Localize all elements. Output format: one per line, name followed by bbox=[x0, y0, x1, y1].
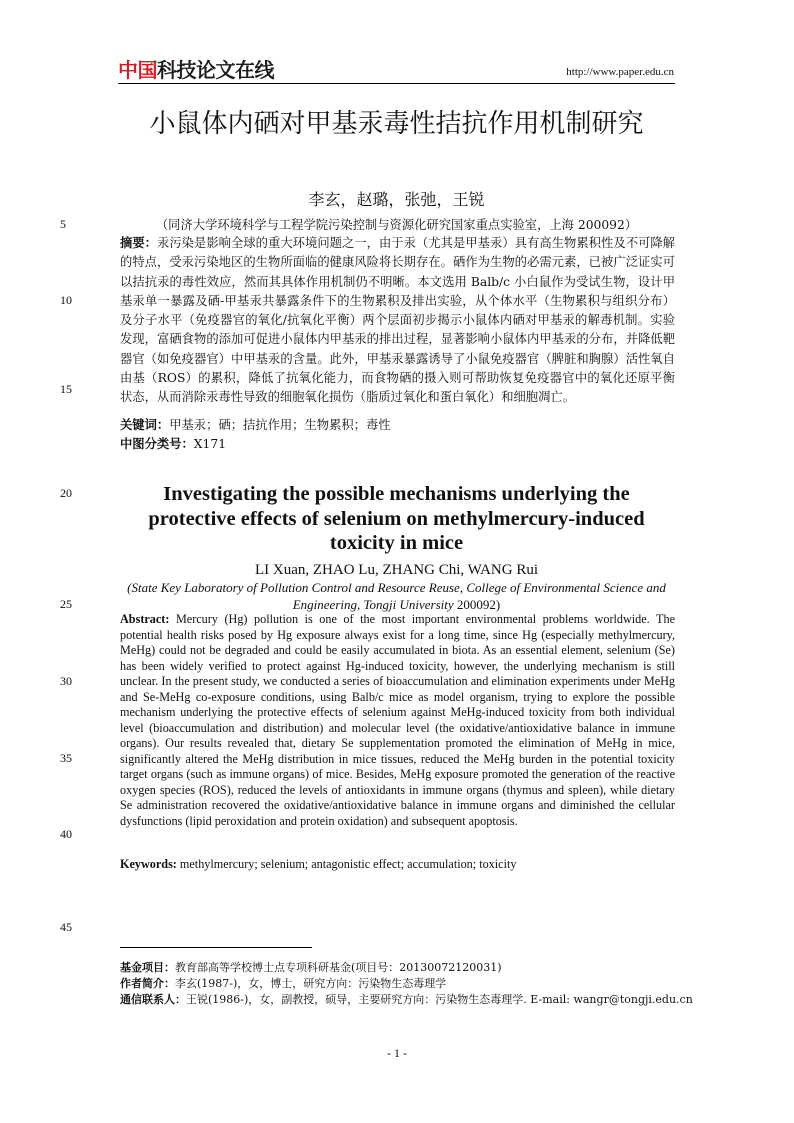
header-rule bbox=[118, 83, 675, 84]
line-number: 25 bbox=[60, 597, 72, 611]
line-number: 35 bbox=[60, 751, 72, 765]
footnote-funding-label: 基金项目： bbox=[120, 961, 175, 974]
line-number: 5 bbox=[60, 217, 66, 231]
line-number: 10 bbox=[60, 293, 72, 307]
english-keywords bbox=[120, 857, 675, 873]
chinese-authors: 李玄，赵璐，张弛，王锐 bbox=[308, 190, 485, 209]
chinese-abstract-label: 摘要： bbox=[120, 236, 158, 250]
chinese-title: 小鼠体内硒对甲基汞毒性拮抗作用机制研究 bbox=[149, 109, 644, 139]
chinese-affiliation: （同济大学环境科学与工程学院污染控制与资源化研究国家重点实验室，上海 200092） bbox=[155, 218, 638, 232]
english-affiliation-institution: (State Key Laboratory of Pollution Control and Resource Reuse, College of Environmental Science and Engineering, Tongji University bbox=[127, 580, 666, 612]
site-logo bbox=[118, 58, 274, 82]
footnote-author-text: 李玄(1987-)，女，博士，研究方向：污染物生态毒理学 bbox=[175, 977, 447, 990]
logo-black-text: 科技论文在线 bbox=[157, 58, 274, 82]
line-number: 40 bbox=[60, 827, 72, 841]
english-keywords-label: Keywords: bbox=[120, 857, 177, 871]
chinese-abstract bbox=[120, 234, 675, 408]
english-affiliation-postcode: 200092) bbox=[453, 597, 501, 612]
chinese-classification-label: 中图分类号： bbox=[120, 437, 194, 451]
english-abstract bbox=[120, 612, 675, 829]
chinese-keywords-text: 甲基汞；硒；拮抗作用；生物累积；毒性 bbox=[169, 418, 391, 432]
english-abstract-text: Mercury (Hg) pollution is one of the most important environmental problems worldwide. The potential health risks posed by Hg exposure always exist for a long time, since Hg (especially methylmercury, MeHg) could not be degraded and could be easily accumulated in biota. As an essential element, selenium (Se) has been widely verified to protect against Hg-induced toxicity, however, the underlying mechanism is still unclear. In the present study, we conducted a series of bioaccumulation and elimination experiments under MeHg and Se-MeHg co-exposure conditions, using Balb/c mice as model organism, trying to explore the possible mechanism underlying the protective effects of selenium against MeHg-induced toxicity from both individual level (bioaccumulation and distribution) and molecular level (the oxidative/antioxidative balance in immune organs). Our results revealed that, dietary Se supplementation promoted the elimination of MeHg in mice, significantly altered the MeHg distribution in mice tissues, reduced the MeHg burden in the potential toxicity target organs (such as immune organs) of mice. Besides, MeHg exposure promoted the generation of the reactive oxygen species (ROS), reduced the levels of antioxidants in immune organs (thymus and spleen), while dietary Se administration recovered the oxidative/antioxidative balance in immune organs and diminished the cellular dysfunctions (lipid peroxidation and protein oxidation) and subsequent apoptosis. bbox=[120, 612, 675, 828]
chinese-classification bbox=[120, 435, 675, 454]
english-affiliation bbox=[118, 579, 675, 613]
chinese-keywords bbox=[120, 416, 675, 435]
footnote-rule bbox=[120, 947, 312, 948]
line-number: 15 bbox=[60, 382, 72, 396]
footnote-funding bbox=[120, 960, 680, 976]
english-abstract-label: Abstract: bbox=[120, 612, 170, 626]
english-keywords-text: methylmercury; selenium; antagonistic effect; accumulation; toxicity bbox=[176, 857, 517, 871]
header-url[interactable]: http://www.paper.edu.cn bbox=[566, 66, 674, 78]
footnote-contact-text: 王锐(1986-)，女，副教授，硕导，主要研究方向：污染物生态毒理学. E-mail: wangr@tongji.edu.cn bbox=[186, 993, 693, 1006]
line-number: 45 bbox=[60, 920, 72, 934]
footnote-author-label: 作者简介： bbox=[120, 977, 175, 990]
english-authors: LI Xuan, ZHAO Lu, ZHANG Chi, WANG Rui bbox=[254, 562, 539, 578]
chinese-abstract-text: 汞污染是影响全球的重大环境问题之一，由于汞（尤其是甲基汞）具有高生物累积性及不可降解的特点，受汞污染地区的生物所面临的健康风险将长期存在。硒作为生物的必需元素，已被广泛证实可以拮抗汞的毒性效应，然而其具体作用机制仍不明晰。本文选用 Balb/c 小白鼠作为受试生物，设计甲基汞单一暴露及硒-甲基汞共暴露条件下的生物累积及排出实验，从个体水平（生物累积与组织分布）及分子水平（免疫器官的氧化/抗氧化平衡）两个层面初步揭示小鼠体内硒对甲基汞的解毒机制。实验发现，富硒食物的添加可促进小鼠体内甲基汞的排出过程，显著影响小鼠体内甲基汞的分布，并降低靶器官（如免疫器官）中甲基汞的含量。此外，甲基汞暴露诱导了小鼠免疫器官（脾脏和胸腺）活性氧自由基（ROS）的累积，降低了抗氧化能力，而食物硒的摄入则可帮助恢复免疫器官中的氧化还原平衡状态，从而消除汞毒性导致的细胞氧化损伤（脂质过氧化和蛋白氧化）和细胞凋亡。 bbox=[120, 236, 675, 405]
english-title: Investigating the possible mechanisms underlying the protective effects of selenium on methylmercury-induced toxicity in mice bbox=[148, 483, 645, 554]
line-number: 20 bbox=[60, 486, 72, 500]
footnote-contact bbox=[120, 992, 693, 1008]
footnote-author bbox=[120, 976, 680, 992]
footnote-funding-text: 教育部高等学校博士点专项科研基金(项目号：20130072120031) bbox=[175, 961, 502, 974]
line-number: 30 bbox=[60, 674, 72, 688]
chinese-classification-text: X171 bbox=[193, 437, 227, 451]
page-number: - 1 - bbox=[387, 1046, 407, 1060]
footnote-contact-label: 通信联系人： bbox=[120, 993, 186, 1006]
logo-red-text: 中国 bbox=[118, 58, 157, 82]
chinese-keywords-label: 关键词： bbox=[120, 418, 170, 432]
